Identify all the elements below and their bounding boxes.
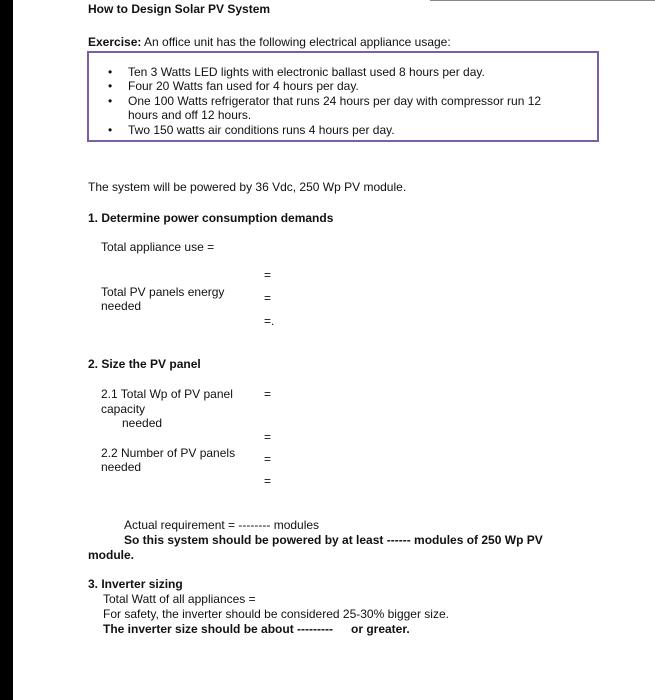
equals-sign: = [264,452,272,466]
modules-conclusion-cont: module. [88,548,135,562]
equals-sign: = [264,474,272,488]
bullet: • [108,94,113,108]
pv-energy-label-cont: needed [101,299,142,313]
inverter-size-line [103,622,410,636]
system-statement: The system will be powered by 36 Vdc, 250 Wp PV module. [88,180,407,194]
exercise-intro [88,35,451,49]
list-item: Two 150 watts air conditions runs 4 hours per day. [128,123,395,137]
list-item-continued: hours and off 12 hours. [128,108,252,122]
num-panels-label: 2.2 Number of PV panels [101,446,236,460]
bullet: • [108,65,113,79]
pv-energy-label: Total PV panels energy [101,285,225,299]
top-rule [430,0,655,1]
modules-conclusion: So this system should be powered by at least ------ modules of 250 Wp PV [124,533,543,547]
section3-heading: 3. Inverter sizing [88,577,183,591]
page-title: How to Design Solar PV System [88,2,271,16]
inverter-size-suffix: or greater. [351,622,410,636]
num-panels-label-cont: needed [101,460,142,474]
list-item: Ten 3 Watts LED lights with electronic ballast used 8 hours per day. [128,65,485,79]
actual-requirement: Actual requirement = -------- modules [124,518,320,532]
section2-heading: 2. Size the PV panel [88,357,201,371]
equals-sign: = [264,268,272,282]
total-appliance-use: Total appliance use = [101,240,215,254]
total-watt-line: Total Watt of all appliances = [103,592,256,606]
bullet: • [108,123,113,137]
section1-heading: 1. Determine power consumption demands [88,211,334,225]
list-item: One 100 Watts refrigerator that runs 24 hours per day with compressor run 12 [128,94,542,108]
wp-label-cont: capacity [101,402,146,416]
bullet: • [108,79,113,93]
equals-sign: =. [264,314,275,328]
exercise-text: An office unit has the following electrical appliance usage: [141,35,451,49]
inverter-size-text: The inverter size should be about --------- [103,622,333,636]
list-item: Four 20 Watts fan used for 4 hours per day. [128,79,359,93]
equals-sign: = [264,430,272,444]
exercise-label: Exercise: [88,35,142,49]
equals-sign: = [264,291,272,305]
equals-sign: = [264,387,272,401]
safety-line: For safety, the inverter should be considered 25-30% bigger size. [103,607,449,621]
wp-label-cont2: needed [122,416,163,430]
page-left-border [0,0,13,700]
wp-label: 2.1 Total Wp of PV panel [101,387,233,401]
